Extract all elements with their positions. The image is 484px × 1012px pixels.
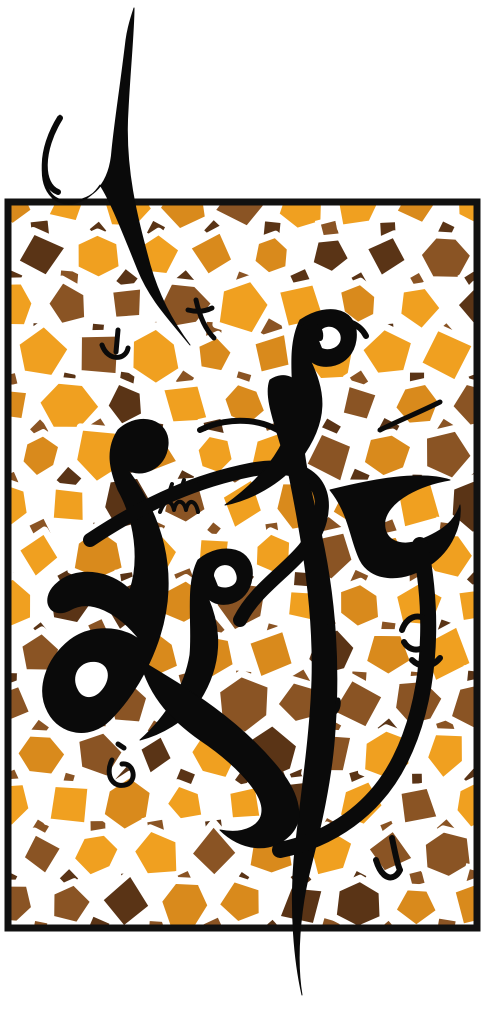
pattern-tile: [14, 733, 68, 777]
pattern-tile: [252, 234, 291, 276]
pattern-tile: [361, 432, 414, 479]
pattern-tile: [338, 581, 382, 629]
pattern-tile: [333, 878, 383, 929]
geometric-pattern: [0, 124, 484, 943]
pattern-tile: [75, 232, 122, 280]
pattern-tile: [252, 331, 293, 376]
pattern-tile: [398, 785, 441, 826]
pattern-tile: [164, 783, 205, 822]
pattern-tile: [109, 286, 143, 321]
pattern-tile: [50, 486, 86, 524]
pattern-tile: [340, 383, 380, 423]
pattern-tile: [47, 783, 91, 826]
pattern-tile: [71, 832, 122, 878]
